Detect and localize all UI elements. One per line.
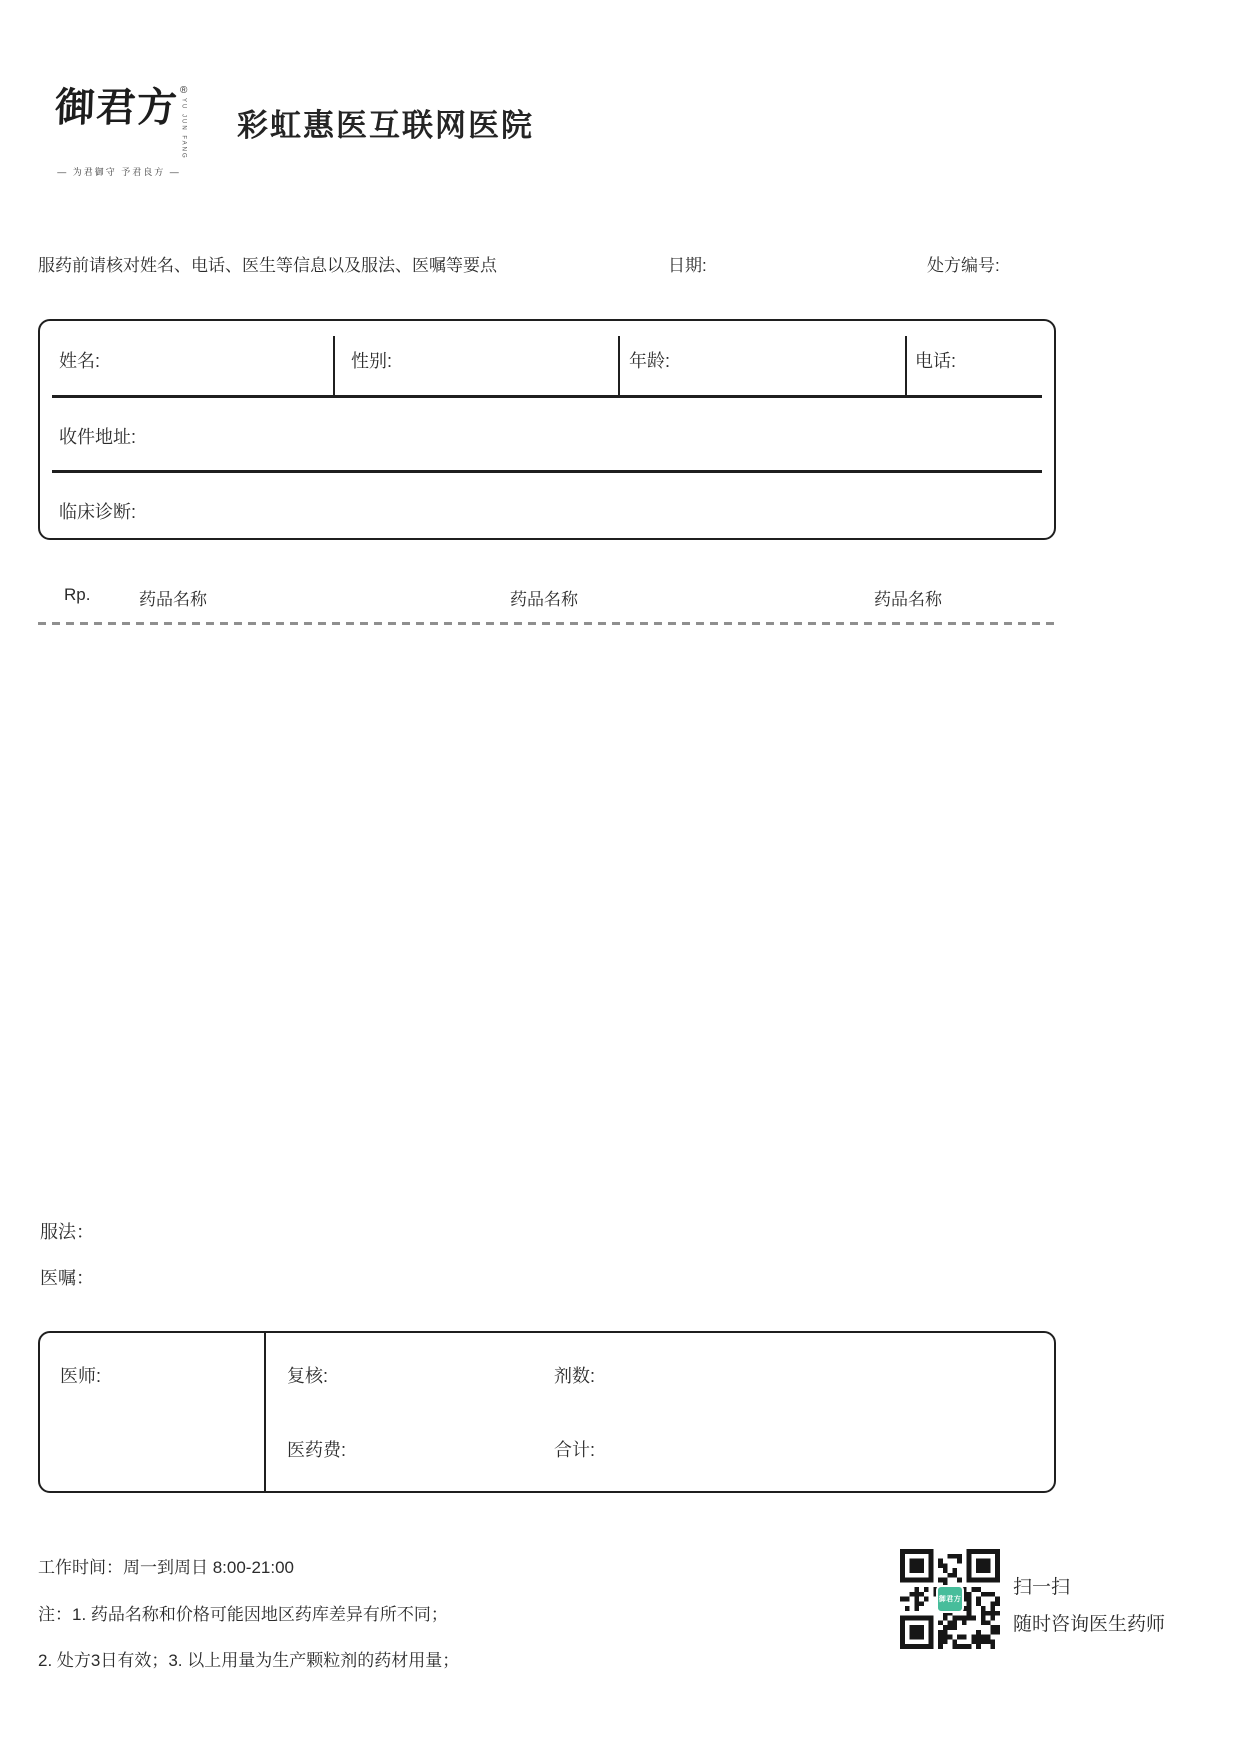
- physician-label: 医师:: [60, 1366, 102, 1386]
- brand-logo-text: 御君方: [54, 84, 179, 131]
- footnote-line-2: 2. 处方3日有效；3. 以上用量为生产颗粒剂的药材用量；: [38, 1651, 460, 1670]
- qr-center-logo-text: 御君方: [938, 1596, 962, 1603]
- footnote-line-1: 注：1. 药品名称和价格可能因地区药库差异有所不同；: [38, 1605, 448, 1624]
- patient-gender-label: 性别:: [351, 351, 393, 371]
- qr-center-logo: [936, 1585, 964, 1613]
- clinical-diagnosis-label: 临床诊断:: [59, 502, 137, 522]
- column-divider: [264, 1333, 266, 1491]
- medical-fee-label: 医药费:: [287, 1440, 347, 1460]
- column-divider: [333, 336, 335, 395]
- doses-label: 剂数:: [554, 1366, 596, 1386]
- brand-tagline: — 为君御守 予君良方 —: [57, 166, 181, 177]
- total-label: 合计:: [554, 1440, 596, 1460]
- usage-label: 服法：: [40, 1222, 94, 1242]
- registered-mark: ®: [180, 85, 188, 96]
- patient-info-box: [38, 319, 1056, 540]
- hospital-title: 彩虹惠医互联网医院: [237, 108, 534, 143]
- brand-logo-side: [180, 86, 187, 160]
- prescription-number-label: 处方编号:: [927, 256, 1000, 275]
- review-label: 复核:: [287, 1366, 329, 1386]
- delivery-address-label: 收件地址:: [59, 427, 137, 447]
- drug-name-column-header: 药品名称: [139, 590, 207, 609]
- doctor-advice-label: 医嘱：: [40, 1268, 94, 1288]
- drug-name-column-header: 药品名称: [874, 590, 942, 609]
- brand-logo-row: [55, 86, 205, 160]
- signoff-box: [38, 1331, 1056, 1493]
- verification-notice: 服药前请核对姓名、电话、医生等信息以及服法、医嘱等要点: [38, 256, 497, 275]
- brand-logo: [55, 86, 205, 178]
- qr-code: [900, 1549, 1000, 1649]
- row-divider: [52, 470, 1042, 473]
- patient-name-label: 姓名:: [59, 351, 101, 371]
- row-divider: [52, 395, 1042, 398]
- working-hours: 工作时间：周一到周日 8:00-21:00: [38, 1558, 295, 1577]
- scan-description: 随时咨询医生药师: [1013, 1614, 1166, 1635]
- column-divider: [905, 336, 907, 395]
- rp-label: Rp.: [64, 585, 91, 604]
- date-label: 日期:: [668, 256, 707, 275]
- column-divider: [618, 336, 620, 395]
- drug-name-column-header: 药品名称: [510, 590, 578, 609]
- rx-separator-dashed-line: [38, 622, 1058, 625]
- brand-logo-pinyin: YU JUN FANG: [180, 98, 187, 160]
- scan-label: 扫一扫: [1013, 1577, 1071, 1598]
- patient-phone-label: 电话:: [915, 351, 957, 371]
- patient-age-label: 年龄:: [629, 351, 671, 371]
